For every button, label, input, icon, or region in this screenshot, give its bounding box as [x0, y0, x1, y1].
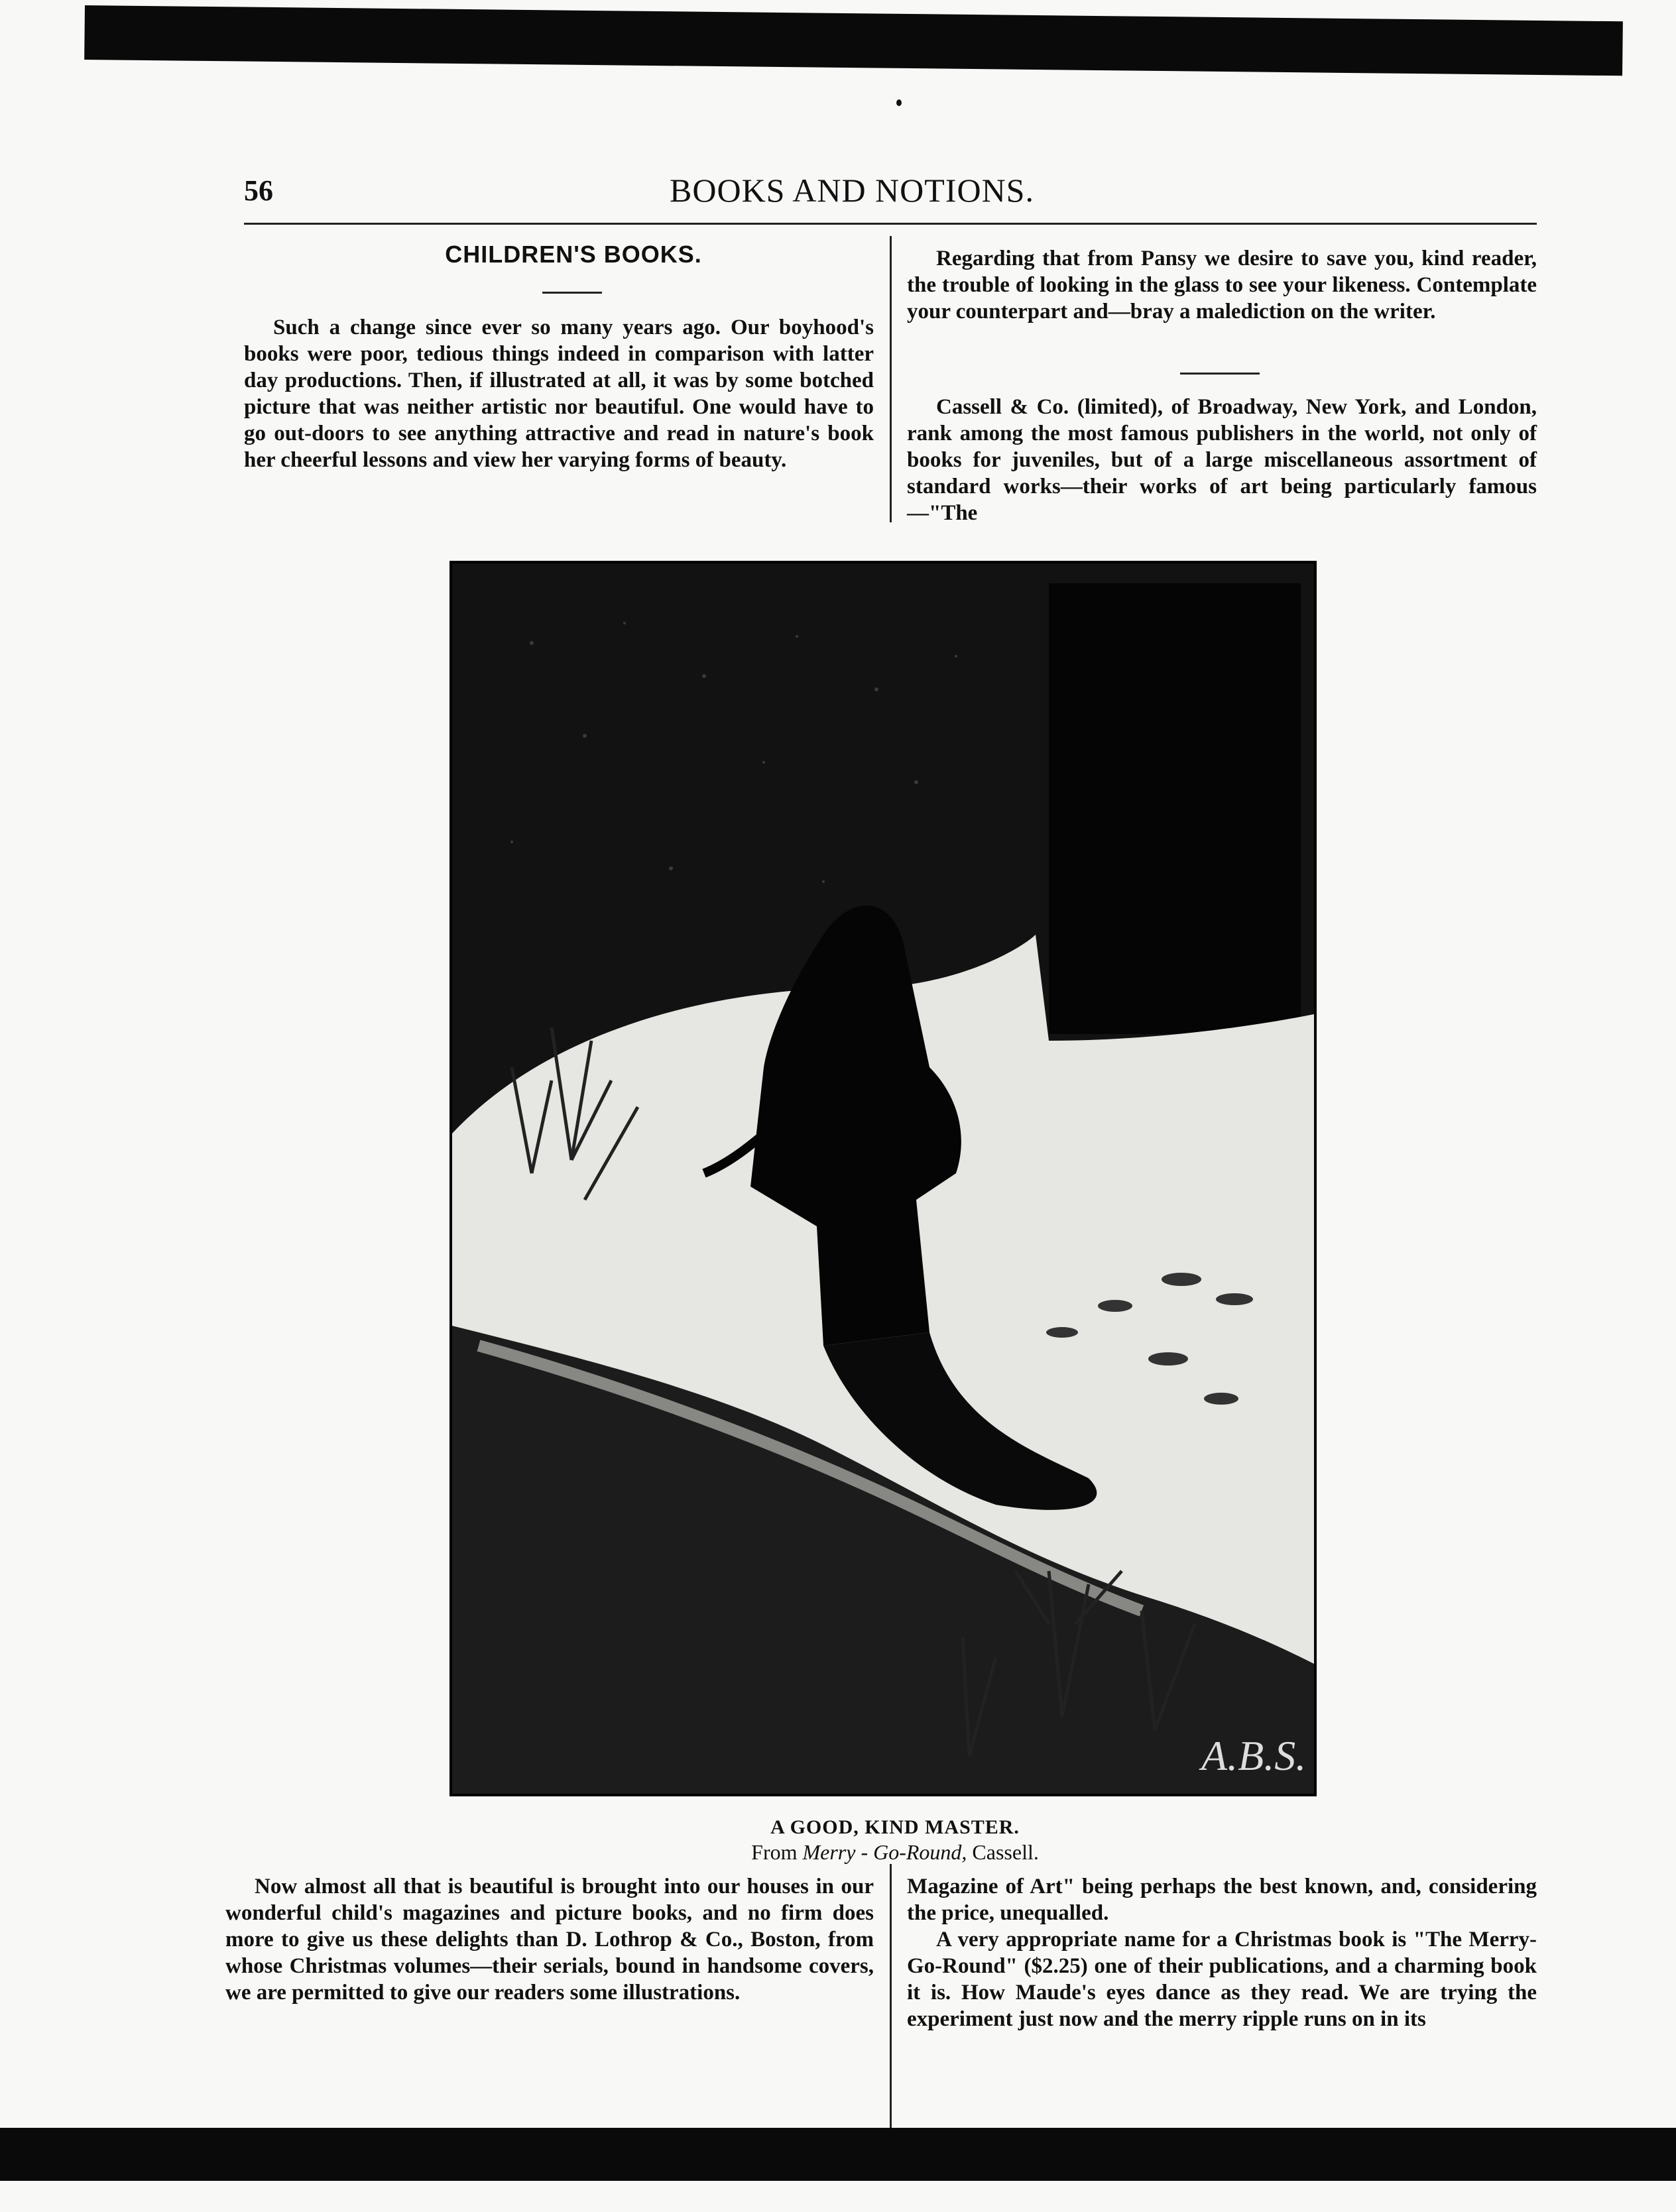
scan-edge-top: [84, 5, 1623, 76]
illustration-engraving: [449, 561, 1317, 1796]
right-bottom-paragraph-merry-go-round: A very appropriate name for a Christmas book is "The Merry-Go-Round" ($2.25) one of their publications, and a charming book it is. How Maude's eyes dance as they read. We are trying the experiment just now and the merry ripple runs on in its: [907, 1928, 1537, 2031]
right-top-paragraph-pansy: Regarding that from Pansy we desire to save you, kind reader, the trouble of looking in the glass to see your likeness. Contemplate your counterpart and—bray a malediction on the writer.: [907, 247, 1537, 323]
paragraph-rule: [1180, 373, 1260, 375]
left-top-paragraph: Such a change since ever so many years ago. Our boyhood's books were poor, tedious things indeed in comparison with latter day productions. Then, if illustrated at all, it was by some botched picture that was neither artistic nor beautiful. One would have to go out-doors to see anything attractive and read in nature's book her cheerful lessons and view her varying forms of beauty.: [244, 316, 874, 472]
header-rule: [244, 223, 1537, 225]
scan-edge-bottom: [0, 2128, 1676, 2181]
right-top-paragraph-cassell: Cassell & Co. (limited), of Broadway, New York, and London, rank among the most famous publishers in the world, not only of books for juveniles, but of a large miscellaneous assortment of standard works—their works of art being particularly famous—"The: [907, 395, 1537, 525]
caption-prefix: From: [751, 1840, 798, 1864]
caption-book-title: Merry - Go-Round,: [802, 1840, 967, 1864]
column-divider-bottom: [890, 1864, 892, 2129]
column-divider: [890, 236, 892, 522]
right-bottom-paragraph-continued: Magazine of Art" being perhaps the best known, and, considering the price, unequalled.: [907, 1875, 1537, 1925]
snow-scene-engraving: [452, 563, 1314, 1794]
engraver-signature: A.B.S.: [1201, 1732, 1307, 1779]
illustration-caption-title: A GOOD, KIND MASTER.: [770, 1816, 1020, 1838]
running-head: BOOKS AND NOTIONS.: [670, 172, 1034, 209]
scan-speck: [896, 99, 902, 106]
section-title: CHILDREN'S BOOKS.: [445, 241, 702, 268]
illustration-caption-credit: [597, 1840, 1193, 1865]
left-bottom-paragraph: Now almost all that is beautiful is brought into our houses in our wonderful child's magazines and picture books, and no firm does more to give us these delights than D. Lothrop & Co., Boston, from whose Christmas volumes—their serials, bound in handsome covers, we are permitted to give our readers some illustrations.: [225, 1875, 874, 2005]
page-number: 56: [244, 174, 273, 207]
title-rule: [542, 292, 602, 294]
caption-publisher: Cassell.: [972, 1840, 1039, 1864]
